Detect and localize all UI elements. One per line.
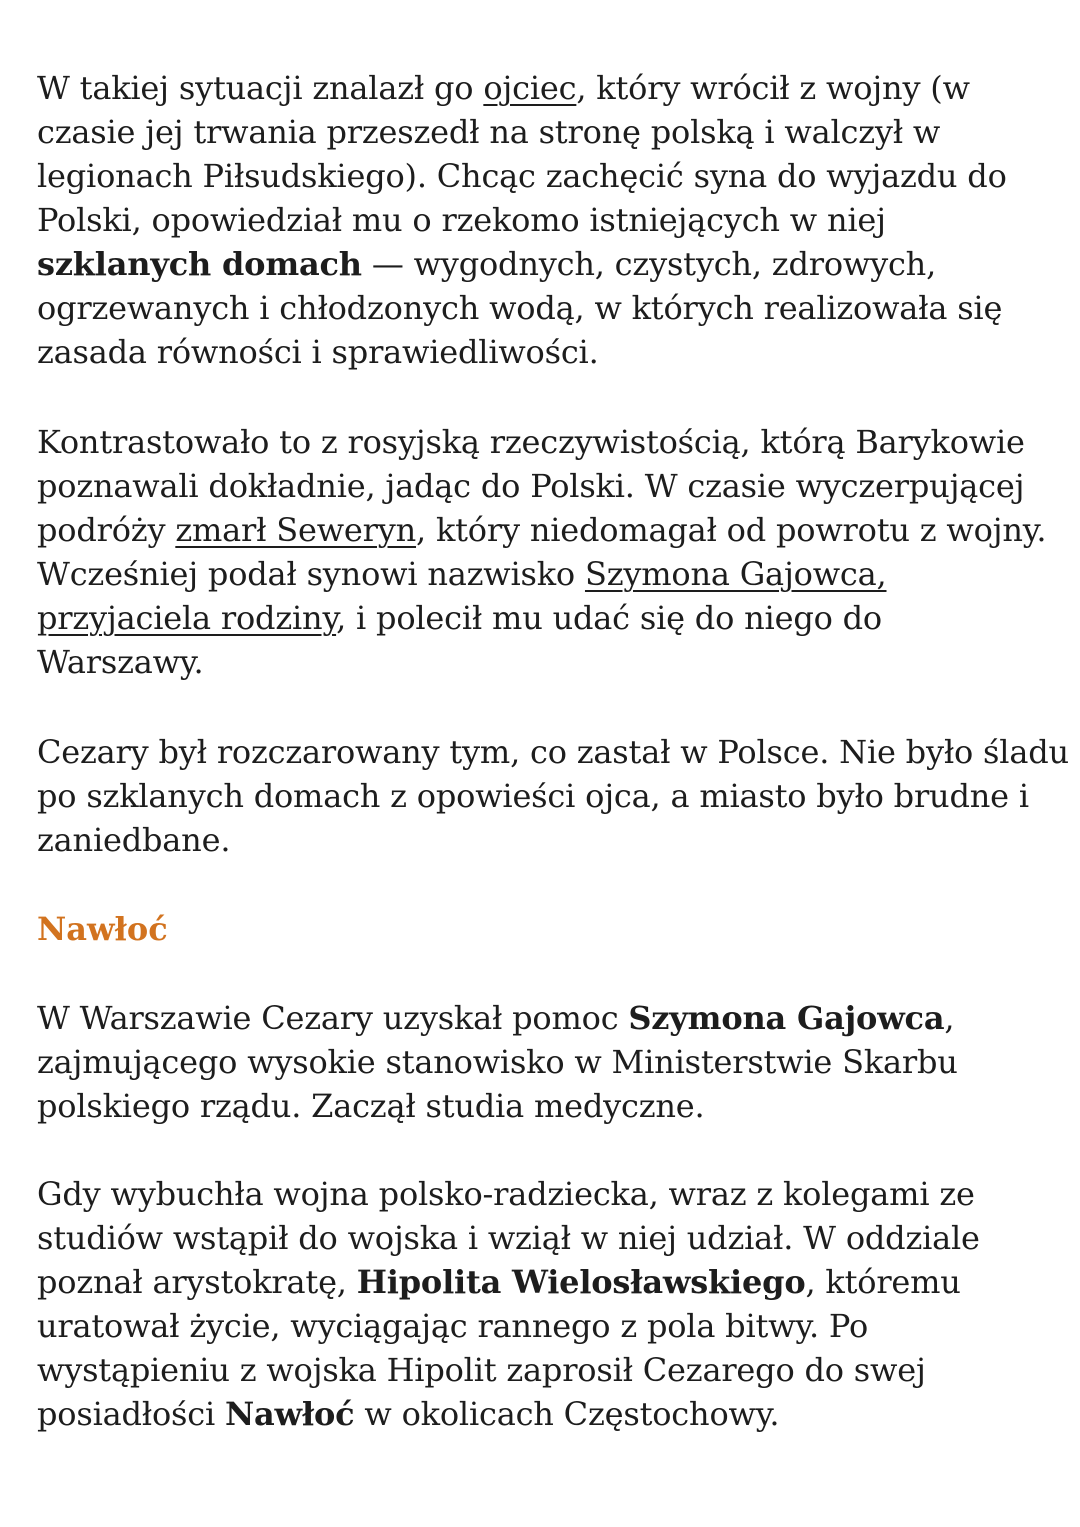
bold-term-szymona-gajowca: Szymona Gajowca — [628, 999, 945, 1037]
underlined-term-przyjaciela-rodziny: przyjaciela rodziny — [37, 599, 337, 637]
paragraph-1 — [37, 66, 1007, 374]
paragraph-5 — [37, 1172, 980, 1436]
bold-term-hipolit: Hipolita Wielosławskiego — [356, 1263, 806, 1301]
text-line: W Warszawie Cezary uzyskał pomoc Szymona Gajowca, — [37, 999, 955, 1037]
text-line: przyjaciela rodziny, i polecił mu udać się do niego do — [37, 599, 882, 637]
text-line: legionach Piłsudskiego). Chcąc zachęcić syna do wyjazdu do — [37, 157, 1007, 195]
text-line: zaniedbane. — [37, 821, 231, 859]
section-heading: Nawłoć — [37, 910, 168, 948]
text-line: Warszawy. — [37, 643, 204, 681]
text-line: polskiego rządu. Zaczął studia medyczne. — [37, 1087, 705, 1125]
text-line: uratował życie, wyciągając rannego z pola bitwy. Po — [37, 1307, 869, 1345]
text-line: ogrzewanych i chłodzonych wodą, w których realizowała się — [37, 289, 1003, 327]
bold-term-nawloc: Nawłoć — [224, 1395, 355, 1433]
underlined-term-zmarl-seweryn: zmarł Seweryn — [175, 511, 417, 549]
text-line: Wcześniej podał synowi nazwisko Szymona Gajowca, — [37, 555, 887, 593]
paragraph-4 — [37, 996, 958, 1128]
text-line: Kontrastowało to z rosyjską rzeczywistością, którą Barykowie — [37, 423, 1025, 461]
text-line: po szklanych domach z opowieści ojca, a miasto było brudne i — [37, 777, 1029, 815]
text-line: W takiej sytuacji znalazł go ojciec, który wrócił z wojny (w — [37, 69, 970, 107]
text-line: poznawali dokładnie, jadąc do Polski. W czasie wyczerpującej — [37, 467, 1025, 505]
text-line: czasie jej trwania przeszedł na stronę polską i walczył w — [37, 113, 941, 151]
underlined-term-szymona-gajowca: Szymona Gajowca, — [584, 555, 887, 593]
text-line: poznał arystokratę, Hipolita Wielosławskiego, któremu — [37, 1263, 961, 1301]
paragraph-3 — [37, 730, 1069, 862]
text-line: zasada równości i sprawiedliwości. — [37, 333, 599, 371]
text-line: Cezary był rozczarowany tym, co zastał w Polsce. Nie było śladu — [37, 733, 1069, 771]
text-line: podróży zmarł Seweryn, który niedomagał od powrotu z wojny. — [37, 511, 1047, 549]
text-line: studiów wstąpił do wojska i wziął w niej udział. W oddziale — [37, 1219, 980, 1257]
underlined-term-ojciec: ojciec — [483, 69, 577, 107]
bold-term-szklane-domy: szklanych domach — [37, 245, 362, 283]
text-line: Polski, opowiedział mu o rzekomo istniejących w niej — [37, 201, 886, 239]
text-line: posiadłości Nawłoć w okolicach Częstochowy. — [37, 1395, 780, 1433]
paragraph-2 — [37, 420, 1046, 684]
text-line: wystąpieniu z wojska Hipolit zaprosił Cezarego do swej — [37, 1351, 926, 1389]
text-line: zajmującego wysokie stanowisko w Ministerstwie Skarbu — [37, 1043, 958, 1081]
text-line: szklanych domach — wygodnych, czystych, zdrowych, — [37, 245, 937, 283]
text-line: Gdy wybuchła wojna polsko-radziecka, wraz z kolegami ze — [37, 1175, 975, 1213]
